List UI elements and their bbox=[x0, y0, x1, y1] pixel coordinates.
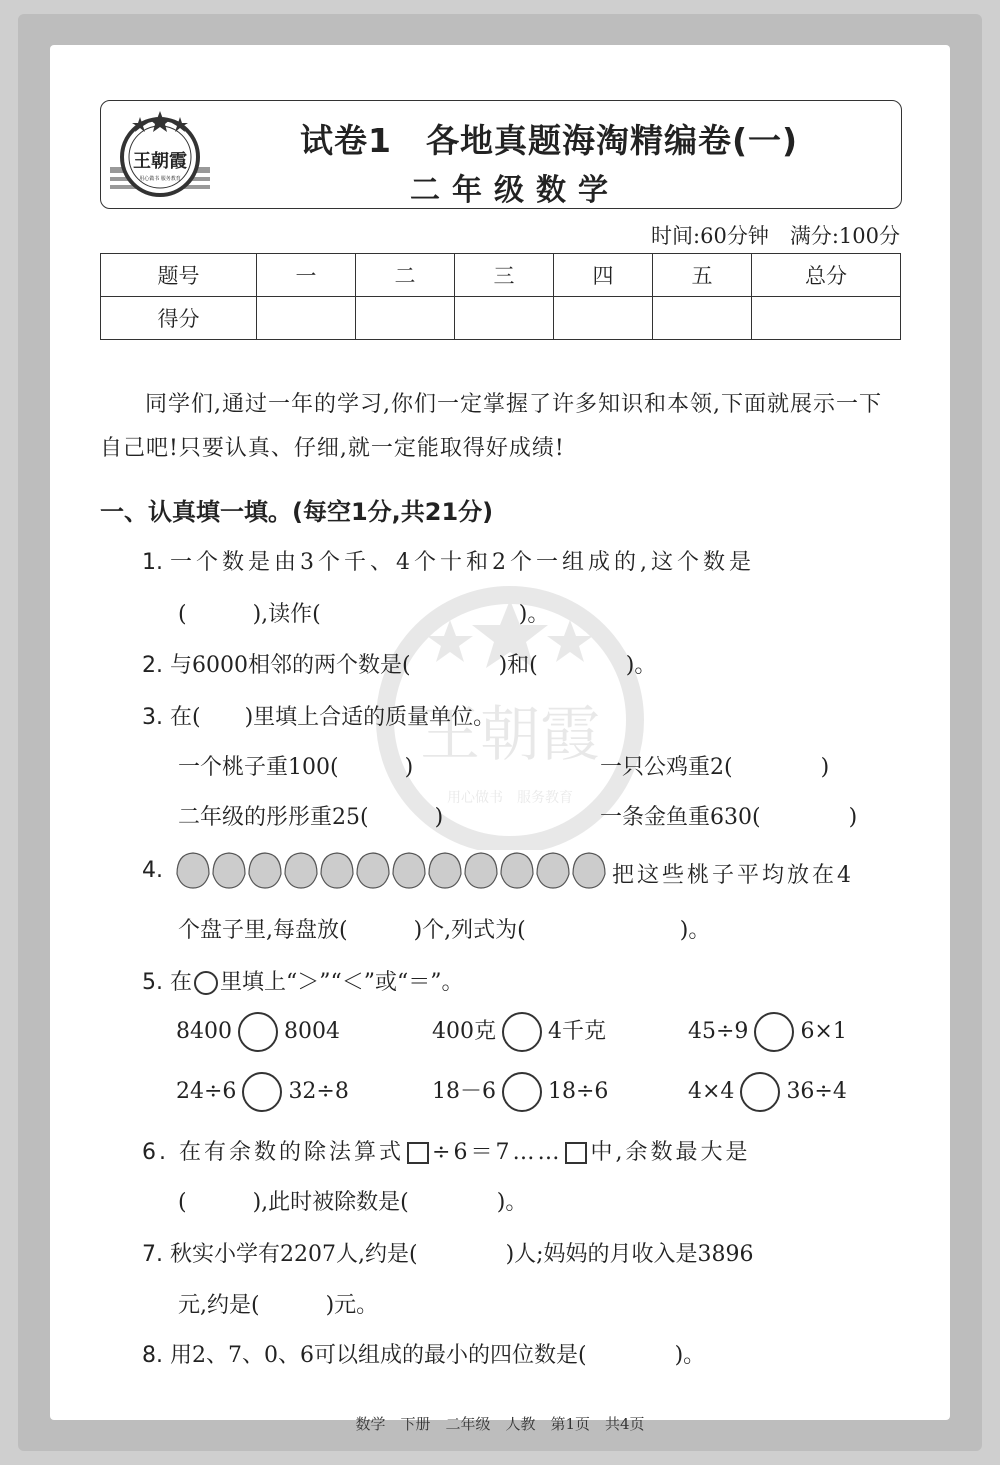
time-score-info: 时间:60分钟 满分:100分 bbox=[651, 224, 900, 248]
question-4-line1: 把这些桃子平均放在4 bbox=[612, 863, 854, 888]
score-header-cell: 一 bbox=[257, 254, 356, 297]
question-4-line2: 个盘子里,每盘放( )个,列式为( )。 bbox=[178, 918, 711, 943]
question-6-line2: ( ),此时被除数是( )。 bbox=[178, 1190, 528, 1215]
question-3-item: 一个桃子重100( ) bbox=[178, 755, 414, 780]
score-cell[interactable] bbox=[752, 297, 901, 340]
question-6-part-c: 中,余数最大是 bbox=[590, 1140, 751, 1165]
compare-right: 32÷8 bbox=[288, 1079, 349, 1104]
compare-item bbox=[688, 1072, 847, 1112]
watermark-text: 王朝霞 bbox=[420, 700, 600, 770]
peach-icon bbox=[213, 853, 245, 888]
question-7-line2: 元,约是( )元。 bbox=[178, 1293, 379, 1318]
peach-icon bbox=[249, 853, 281, 888]
question-5 bbox=[142, 965, 464, 996]
question-6 bbox=[142, 1135, 750, 1166]
question-8-text: 用2、7、0、6可以组成的最小的四位数是( )。 bbox=[170, 1343, 706, 1368]
question-number: 2. bbox=[142, 653, 163, 678]
compare-item bbox=[432, 1072, 608, 1112]
page-footer: 数学 下册 二年级 人教 第1页 共4页 bbox=[355, 1415, 645, 1433]
score-row-label: 得分 bbox=[101, 297, 257, 340]
watermark-subtext: 用心做书 服务教育 bbox=[447, 790, 573, 806]
peach-icon bbox=[321, 853, 353, 888]
question-number: 6. bbox=[142, 1140, 169, 1165]
question-3-item: 二年级的彤彤重25( ) bbox=[178, 805, 444, 830]
compare-right: 18÷6 bbox=[548, 1079, 609, 1104]
compare-circle[interactable] bbox=[242, 1072, 282, 1112]
compare-circle[interactable] bbox=[754, 1012, 794, 1052]
peach-icon bbox=[573, 853, 605, 888]
question-3-text: 在( )里填上合适的质量单位。 bbox=[170, 705, 496, 730]
score-cell[interactable] bbox=[455, 297, 554, 340]
score-header-cell: 题号 bbox=[101, 254, 257, 297]
score-header-cell: 五 bbox=[653, 254, 752, 297]
peach-icon bbox=[465, 853, 497, 888]
compare-item bbox=[688, 1012, 847, 1052]
compare-left: 45÷9 bbox=[688, 1019, 749, 1044]
question-8 bbox=[142, 1338, 705, 1369]
compare-right: 6×1 bbox=[800, 1019, 847, 1044]
compare-left: 400克 bbox=[432, 1019, 496, 1044]
exam-subtitle: 二年级数学 bbox=[410, 173, 620, 208]
score-header-cell: 四 bbox=[554, 254, 653, 297]
question-7-line1: 秋实小学有2207人,约是( )人;妈妈的月收入是3896 bbox=[170, 1242, 754, 1267]
compare-circle[interactable] bbox=[740, 1072, 780, 1112]
logo-text: 王朝霞 bbox=[133, 151, 187, 172]
question-3-item: 一条金鱼重630( ) bbox=[600, 805, 858, 830]
question-5-text-post: 里填上“＞”“＜”或“＝”。 bbox=[220, 970, 464, 995]
question-6-part-a: 在有余数的除法算式 bbox=[179, 1140, 405, 1165]
peach-icon bbox=[177, 853, 209, 888]
peach-icon bbox=[429, 853, 461, 888]
compare-right: 8004 bbox=[284, 1019, 340, 1044]
peach-icon bbox=[501, 853, 533, 888]
compare-circle[interactable] bbox=[238, 1012, 278, 1052]
question-number: 1. bbox=[142, 550, 163, 575]
question-number: 4. bbox=[142, 858, 163, 883]
compare-left: 18－6 bbox=[432, 1079, 496, 1104]
question-2 bbox=[142, 648, 656, 679]
question-6-part-b: ÷6＝7…… bbox=[432, 1140, 563, 1165]
compare-right: 36÷4 bbox=[786, 1079, 847, 1104]
score-table-score-row bbox=[101, 297, 901, 340]
score-cell[interactable] bbox=[653, 297, 752, 340]
peach-icon bbox=[393, 853, 425, 888]
question-1-line2: ( ),读作( )。 bbox=[178, 602, 550, 627]
question-3-item: 一只公鸡重2( ) bbox=[600, 755, 830, 780]
question-4 bbox=[142, 858, 163, 883]
intro-paragraph: 同学们,通过一年的学习,你们一定掌握了许多知识和本领,下面就展示一下自己吧!只要认真、仔细,就一定能取得好成绩! bbox=[100, 392, 882, 461]
peach-icon bbox=[285, 853, 317, 888]
compare-left: 8400 bbox=[176, 1019, 232, 1044]
logo-subtext: 用心做书 服务教育 bbox=[139, 176, 181, 182]
question-7 bbox=[142, 1237, 754, 1268]
score-cell[interactable] bbox=[356, 297, 455, 340]
question-5-text-pre: 在 bbox=[170, 970, 193, 995]
compare-left: 24÷6 bbox=[176, 1079, 237, 1104]
score-header-cell: 总分 bbox=[752, 254, 901, 297]
question-number: 7. bbox=[142, 1242, 163, 1267]
compare-item bbox=[176, 1012, 340, 1052]
peaches-illustration bbox=[175, 848, 607, 892]
peach-icon bbox=[537, 853, 569, 888]
question-3 bbox=[142, 700, 495, 731]
section-title: 一、认真填一填。(每空1分,共21分) bbox=[100, 498, 494, 526]
blank-box[interactable] bbox=[407, 1142, 429, 1164]
compare-circle[interactable] bbox=[502, 1072, 542, 1112]
compare-right: 4千克 bbox=[548, 1019, 606, 1044]
peach-icon bbox=[357, 853, 389, 888]
compare-left: 4×4 bbox=[688, 1079, 735, 1104]
blank-box[interactable] bbox=[565, 1142, 587, 1164]
circle-icon bbox=[194, 971, 218, 995]
score-table bbox=[100, 253, 901, 340]
question-2-text: 与6000相邻的两个数是( )和( )。 bbox=[170, 653, 657, 678]
question-number: 5. bbox=[142, 970, 163, 995]
score-header-cell: 三 bbox=[455, 254, 554, 297]
question-number: 3. bbox=[142, 705, 163, 730]
compare-circle[interactable] bbox=[502, 1012, 542, 1052]
compare-item bbox=[432, 1012, 606, 1052]
score-header-cell: 二 bbox=[356, 254, 455, 297]
score-cell[interactable] bbox=[554, 297, 653, 340]
exam-title: 试卷1 各地真题海淘精编卷(一) bbox=[300, 121, 799, 160]
question-number: 8. bbox=[142, 1343, 163, 1368]
logo bbox=[110, 107, 210, 202]
score-table-header-row bbox=[101, 254, 901, 297]
compare-item bbox=[176, 1072, 349, 1112]
question-1-line1: 一个数是由3个千、4个十和2个一组成的,这个数是 bbox=[170, 550, 755, 575]
question-1 bbox=[142, 545, 755, 576]
score-cell[interactable] bbox=[257, 297, 356, 340]
